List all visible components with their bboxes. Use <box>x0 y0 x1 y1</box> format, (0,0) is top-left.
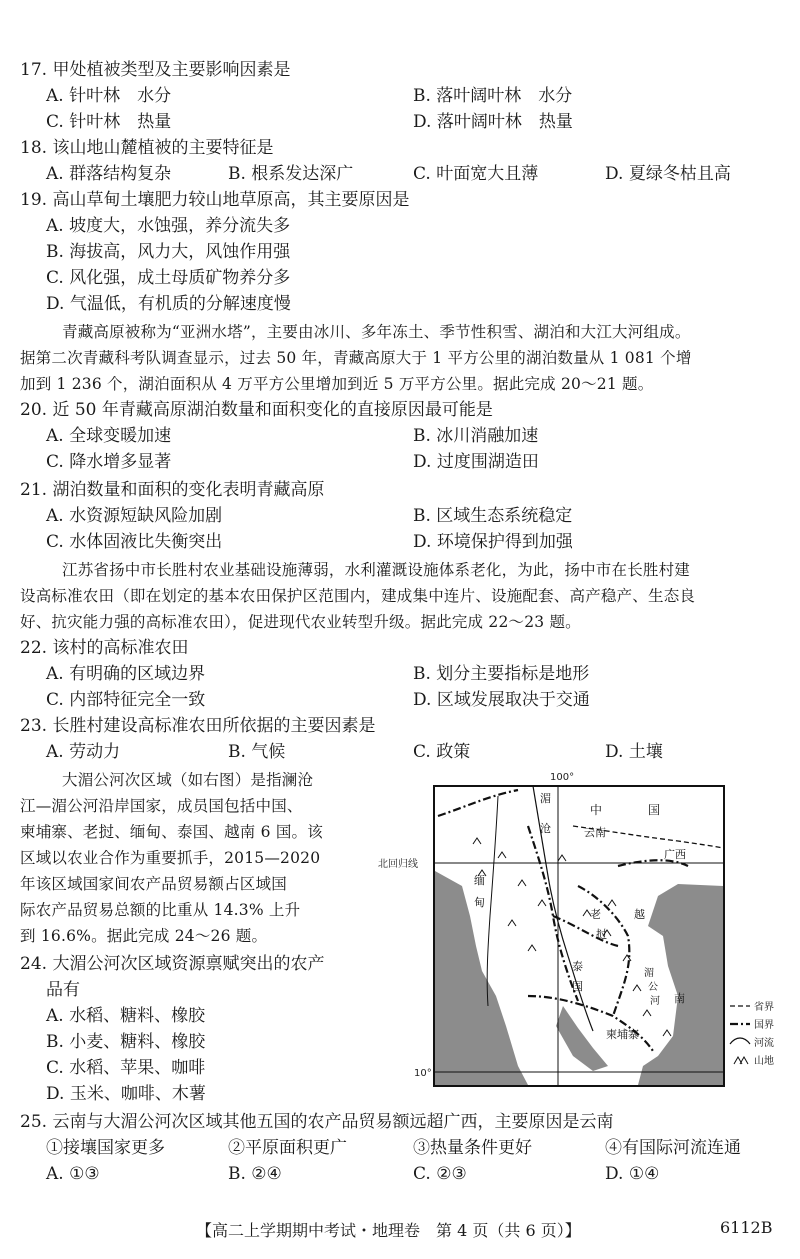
footer-title: 【高二上学期期中考试・地理卷 第 4 页（共 6 页）】 <box>196 1221 581 1240</box>
q22-option-a: A. 有明确的区域边界 <box>46 664 206 684</box>
q18-option-d: D. 夏绿冬枯且高 <box>605 164 731 184</box>
q21-stem: 21. 湖泊数量和面积的变化表明青藏高原 <box>20 480 325 500</box>
legend-national: 国界 <box>754 1020 774 1031</box>
map-label-laos-1: 老 <box>590 908 601 921</box>
map-lat-10-label: 10° <box>414 1068 432 1079</box>
passage3-line4: 区域以农业合作为重要抓手，2015—2020 <box>20 849 321 867</box>
q23-option-b: B. 气候 <box>228 742 286 762</box>
q25-option-d: D. ①④ <box>605 1164 660 1184</box>
passage2-line3: 好、抗灾能力强的高标准农田），促进现代农业转型升级。据此完成 22～23 题。 <box>20 613 581 631</box>
q19-option-a: A. 坡度大，水蚀强，养分流失多 <box>46 216 291 236</box>
map-label-china-1: 中 <box>590 803 603 817</box>
passage3-line6: 际农产品贸易总额的比重从 14.3% 上升 <box>20 901 301 919</box>
passage1-line2: 据第二次青藏科考队调查显示，过去 50 年，青藏高原大于 1 平方公里的湖泊数量从 1 081 个增 <box>20 349 692 367</box>
passage1-line1: 青藏高原被称为“亚洲水塔”，主要由冰川、多年冻土、季节性积雪、湖泊和大江大河组成。 <box>62 323 691 341</box>
q24-option-a: A. 水稻、糖料、橡胶 <box>46 1006 206 1026</box>
q17-option-d: D. 落叶阔叶林 热量 <box>413 112 573 132</box>
legend-mountain: 山地 <box>754 1056 774 1067</box>
q20-option-a: A. 全球变暖加速 <box>46 426 172 446</box>
map-label-china-2: 国 <box>648 803 661 817</box>
q21-option-c: C. 水体固液比失衡突出 <box>46 532 223 552</box>
map-legend <box>730 1000 774 1067</box>
q20-option-c: C. 降水增多显著 <box>46 452 172 472</box>
map-tropic-label: 北回归线 <box>378 859 418 870</box>
passage2-line2: 设高标准农田（即在划定的基本农田保护区范围内，建成集中连片、设施配套、高产稳产、生态良 <box>20 587 696 605</box>
q17-stem: 17. 甲处植被类型及主要影响因素是 <box>20 60 291 80</box>
q19-option-b: B. 海拔高，风力大，风蚀作用强 <box>46 242 291 262</box>
footer-code: 6112B <box>720 1218 773 1237</box>
map-label-yunnan: 云南 <box>584 826 606 839</box>
q25-item-2: ②平原面积更广 <box>228 1138 347 1158</box>
passage3-line1: 大湄公河次区域（如右图）是指澜沧 <box>62 771 314 789</box>
q19-stem: 19. 高山草甸土壤肥力较山地草原高，其主要原因是 <box>20 190 410 210</box>
legend-river: 河流 <box>754 1038 774 1049</box>
q17-option-a: A. 针叶林 水分 <box>46 86 172 106</box>
q22-stem: 22. 该村的高标准农田 <box>20 638 189 658</box>
passage2-line1: 江苏省扬中市长胜村农业基础设施薄弱，水利灌溉设施体系老化，为此，扬中市在长胜村建 <box>62 561 691 579</box>
q22-option-c: C. 内部特征完全一致 <box>46 690 206 710</box>
map-label-myanmar-2: 甸 <box>474 896 485 909</box>
passage3-line7: 到 16.6%。据此完成 24～26 题。 <box>20 927 268 945</box>
map-label-mekong-1: 湄 <box>644 968 654 979</box>
map-label-guangxi: 广西 <box>664 848 686 861</box>
q18-option-c: C. 叶面宽大且薄 <box>413 164 539 184</box>
q20-stem: 20. 近 50 年青藏高原湖泊数量和面积变化的直接原因最可能是 <box>20 400 493 420</box>
q25-item-4: ④有国际河流连通 <box>605 1138 741 1158</box>
map-label-mekong-3: 河 <box>650 996 660 1007</box>
q19-option-d: D. 气温低，有机质的分解速度慢 <box>46 294 291 314</box>
q20-option-d: D. 过度围湖造田 <box>413 452 539 472</box>
map-label-mekong-2: 公 <box>648 982 658 993</box>
q24-option-b: B. 小麦、糖料、橡胶 <box>46 1032 206 1052</box>
greater-mekong-map <box>378 766 790 1106</box>
q25-option-c: C. ②③ <box>413 1164 467 1184</box>
q23-option-a: A. 劳动力 <box>46 742 121 762</box>
map-label-thailand-2: 国 <box>572 980 583 993</box>
q23-option-c: C. 政策 <box>413 742 471 762</box>
q25-item-1: ①接壤国家更多 <box>46 1138 165 1158</box>
q24-option-c: C. 水稻、苹果、咖啡 <box>46 1058 206 1078</box>
q18-option-b: B. 根系发达深广 <box>228 164 354 184</box>
q22-option-b: B. 划分主要指标是地形 <box>413 664 590 684</box>
passage3-line5: 年该区域国家间农产品贸易额占区域国 <box>20 875 287 893</box>
passage3-line2: 江—湄公河沿岸国家，成员国包括中国、 <box>20 797 303 815</box>
map-label-lancang-1: 湄 <box>540 792 551 805</box>
q23-stem: 23. 长胜村建设高标准农田所依据的主要因素是 <box>20 716 376 736</box>
map-label-myanmar-1: 缅 <box>474 874 485 887</box>
q25-stem: 25. 云南与大湄公河次区域其他五国的农产品贸易额远超广西，主要原因是云南 <box>20 1112 614 1132</box>
q24-stem-line2: 品有 <box>46 980 80 1000</box>
map-label-thailand-1: 泰 <box>572 960 583 973</box>
q17-option-b: B. 落叶阔叶林 水分 <box>413 86 573 106</box>
map-label-lancang-2: 沧 <box>540 822 551 835</box>
q22-option-d: D. 区域发展取决于交通 <box>413 690 590 710</box>
map-lon-label: 100° <box>550 772 575 783</box>
q25-item-3: ③热量条件更好 <box>413 1138 532 1158</box>
q24-option-d: D. 玉米、咖啡、木薯 <box>46 1084 206 1104</box>
q23-option-d: D. 土壤 <box>605 742 663 762</box>
passage1-line3: 加到 1 236 个，湖泊面积从 4 万平方公里增加到近 5 万平方公里。据此完成 20～21 题。 <box>20 375 654 393</box>
q17-option-c: C. 针叶林 热量 <box>46 112 172 132</box>
map-label-cambodia: 柬埔寨 <box>606 1028 639 1041</box>
q25-option-a: A. ①③ <box>46 1164 100 1184</box>
passage3-line3: 柬埔寨、老挝、缅甸、泰国、越南 6 国。该 <box>20 823 323 841</box>
q19-option-c: C. 风化强，成土母质矿物养分多 <box>46 268 291 288</box>
map-label-vietnam-1: 越 <box>634 908 645 921</box>
q21-option-a: A. 水资源短缺风险加剧 <box>46 506 223 526</box>
map-label-vietnam-2: 南 <box>674 992 685 1005</box>
q18-option-a: A. 群落结构复杂 <box>46 164 172 184</box>
q25-option-b: B. ②④ <box>228 1164 282 1184</box>
q20-option-b: B. 冰川消融加速 <box>413 426 539 446</box>
q21-option-d: D. 环境保护得到加强 <box>413 532 573 552</box>
q21-option-b: B. 区域生态系统稳定 <box>413 506 573 526</box>
legend-province: 省界 <box>754 1002 774 1013</box>
map-label-laos-2: 挝 <box>596 928 607 941</box>
q24-stem-line1: 24. 大湄公河次区域资源禀赋突出的农产 <box>20 954 325 974</box>
q18-stem: 18. 该山地山麓植被的主要特征是 <box>20 138 274 158</box>
